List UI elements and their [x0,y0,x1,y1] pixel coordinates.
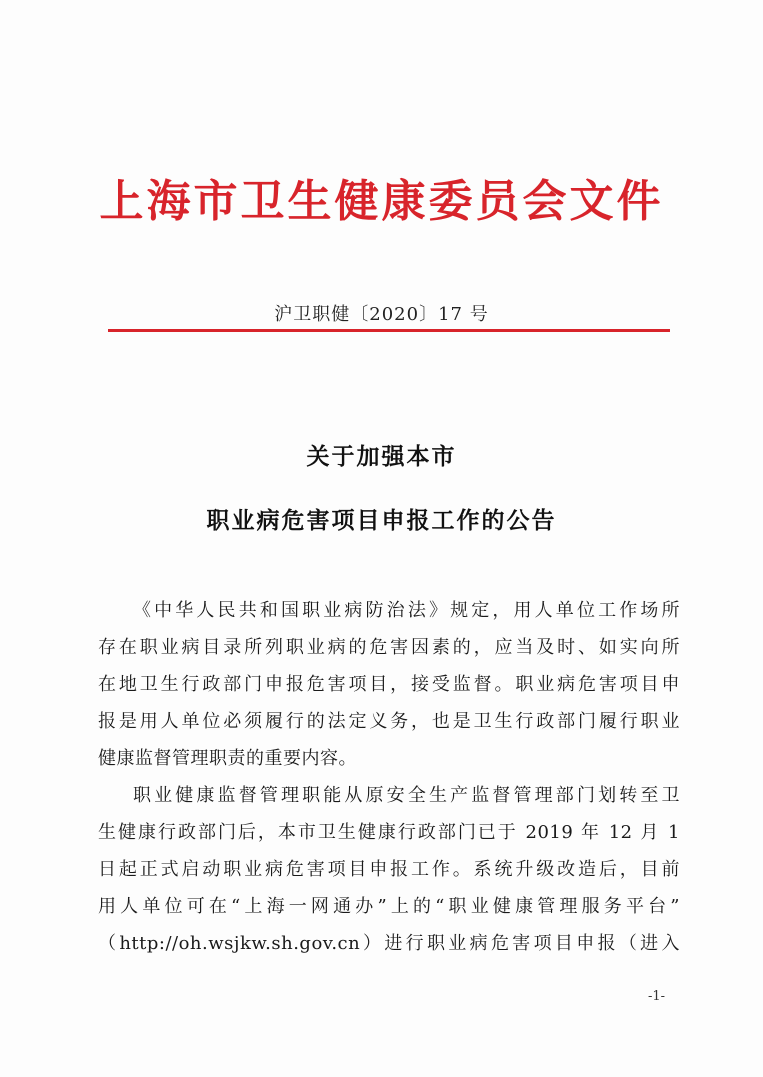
body-text-line: 在地卫生行政部门申报危害项目，接受监督。职业病危害项目申 [98,674,680,695]
red-separator-line [108,329,670,332]
body-text-line: 报是用人单位必须履行的法定义务，也是卫生行政部门履行职业 [98,711,680,732]
body-text-line: （http://oh.wsjkw.sh.gov.cn）进行职业病危害项目申报（进入 [98,933,680,954]
body-text-line: 日起正式启动职业病危害项目申报工作。系统升级改造后，目前 [98,859,680,880]
page-number: -1- [648,989,666,1004]
body-text-line: 存在职业病目录所列职业病的危害因素的，应当及时、如实向所 [98,637,680,658]
body-text-line: 职业健康监督管理职能从原安全生产监督管理部门划转至卫 [133,785,680,806]
body-text-line: 生健康行政部门后，本市卫生健康行政部门已于 2019 年 12 月 1 [98,822,680,843]
announcement-title-line-2: 职业病危害项目申报工作的公告 [206,507,557,534]
body-text-line: 用人单位可在“上海一网通办”上的“职业健康管理服务平台” [98,896,680,917]
announcement-title-line-1: 关于加强本市 [306,443,457,470]
issuing-organization-title: 上海市卫生健康委员会文件 [99,176,664,227]
body-text-line: 《中华人民共和国职业病防治法》规定，用人单位工作场所 [133,600,680,621]
document-number: 沪卫职健〔2020〕17 号 [274,304,489,325]
body-text-line: 健康监督管理职责的重要内容。 [98,748,357,769]
